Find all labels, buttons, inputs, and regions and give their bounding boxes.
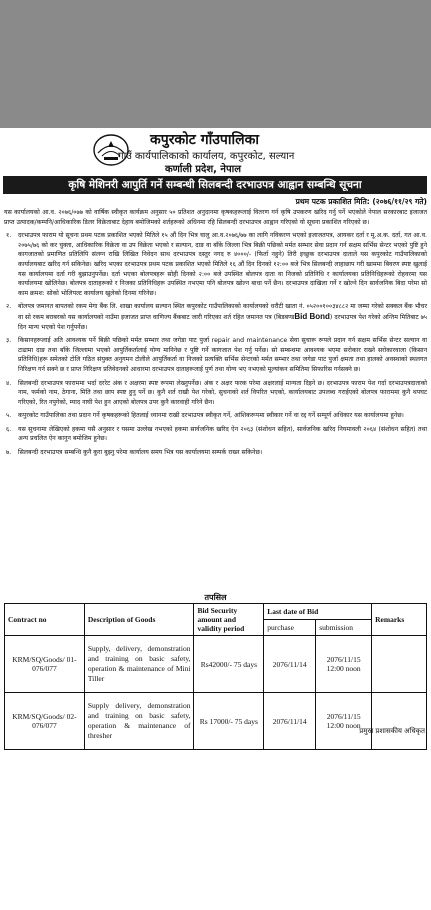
cell-contract-no: KRM/SQ/Goods/ 02-076/077 [5,693,85,750]
header-purchase: purchase [264,620,316,636]
condition-item [4,302,427,332]
condition-text: बोलपत्र जमानत बापतको रकम मेगा बैंक लि. शाखा कार्यालय सल्यान स्थित कपुरकोट गाउँपालिकाको कार्यालयको धरौटी खाता नं. ०५२००१००३४८८२ मा जम्मा गरेको सक्कल बैंक भौचर वा सो रकम बराबरको यस कार्यालयको नाउँमा इजाजत प्राप्त वाणिज्य बैंकबाट जारी गरिएका शर्त रहित जमानत पत्र (बिडबण्ड [18,303,427,321]
cell-submission-date: 2076/11/15 12:00 noon [316,636,372,693]
notice-body [4,208,427,462]
condition-item [4,448,427,458]
cell-remarks [372,693,427,750]
condition-number: १. [6,232,12,240]
condition-item [4,379,427,408]
condition-text: किसानहरूलाई अति आवश्यक पर्ने बिक्री पछिको मर्मत सम्भार तथा जगेडा पाट पुर्जा repair and maintenance सेवा सुचारू रूपले प्रदान गर्न सक्षम सर्भिस सेन्टर सल्यान वा टाढामा दाङ तथा बाँके जिल्लामा भएको आपुर्तिकर्तालाई योग्य मानिनेछ र पुष्टि गर्ने कागजात पेश गर्नु पर्नेछ। सो सम्बन्धमा आवश्यक भएमा सरोकार राख्ने सरोकारवाला (किसान प्रतिनिधि)हरू समेतको टोलि गठित संयुक्त अनुगमन टोलीले आपुर्तिकर्ता वा निजको प्रत्यक्ति सर्भिस सेन्टरको मर्मत सम्भार तथा जगेडा पाट पुर्जा क्षमता तथा हालको अवस्थाको स्थलगत निरिक्षण गर्न सक्ने छ र प्राप्त निरिक्षण प्रतिवेदनको आधारमा दरभाउपत्र दाताहरूलाई पुर्ण तथा योग्य भए नभएको मूल्यांकन समितिमा सिफारिस गर्नसक्ने छ। [18,337,427,373]
cell-bid-security: Rs42000/- 75 days [194,636,264,693]
top-gray-area [0,0,431,128]
header-contract-no: Contract no [5,604,85,636]
annex-title: तपसिल [204,593,227,602]
condition-item [4,336,427,374]
cell-description: Supply delivery, demonstration and training on basic safety, operation & maintenance of thresher [84,693,194,750]
condition-number: ६. [6,425,12,433]
header-submission: submission [316,620,372,636]
condition-number: ४. [6,379,12,387]
intro-paragraph: यस कार्यालयको आ.व. २०७६/०७७ को वार्षिक स्वीकृत कार्यक्रम अनुसार ५० प्रतिशत अनुदानमा कृषकहरूलाई वितरण गर्न कृषि उपकरण खरिद गर्नु पर्ने भएकोले नेपाल सरकारबाट इजाजत प्राप्त उत्पादक/कम्पनि/आधिकारिक डिलर विक्रेताबाट देहाय बमोजिमको शर्तहरूको अधिनमा रहि सिलबन्दी दरभाउपत्र आह्वान गरिएको यो सूचना प्रकाशित गरिएको छ। [4,209,427,226]
header-bid-security: Bid Security amount and validity period [194,604,264,636]
table-row [5,636,427,693]
condition-item [4,231,427,298]
table-row [5,693,427,750]
condition-number: ७. [6,449,12,457]
cell-contract-no: KRM/SQ/Goods/ 01-076/077 [5,636,85,693]
cell-bid-security: Rs 17000/- 75 days [194,693,264,750]
signature-title: प्रमुख प्रशासकीय अधिकृत [359,727,425,735]
header-description: Description of Goods [84,604,194,636]
condition-item [4,425,427,444]
notice-title-banner: कृषि मेशिनरी आपुर्ति गर्ने सम्बन्धी सिलबन्दी दरभाउपत्र आह्वान सम्बन्धि सूचना [3,176,427,194]
bid-bond-term: Bid Bond [294,311,330,321]
condition-text: कपुरकोट गाउँपालिका तथा प्रदान गर्ने कृषकहरूको हितलाई ध्यानमा राखी दरभाउपत्र स्वीकृत गर्ने, आंशिकरूपमा स्वीकार गर्ने वा रद्द गर्ने सम्पूर्ण अधिकार यस कार्यालयमा हुनेछ। [18,412,404,420]
condition-text: दरभाउपत्र फाराम यो सूचना प्रथम पटक प्रकाशित भएको मितिले १५ औं दिन भित्र चालु आ.व.२०७६/७७ का लागि नविकरण भएको इजाजतपत्र, आयकर दर्ता र मू.अ.क. दर्ता, गत आ.व. २०७५/७६ को कर चुक्ता, आधिकारिक विक्रेता वा उप विक्रेता भएको र सल्यान, दाङ वा बाँके जिल्ला भित्र बिक्री पछिको मर्मत सम्भार सेवा प्रदान गर्न सक्षम सर्भिस सेन्टर भएको पुष्टि हुने कागजातको प्रमाणित प्रतिलिपि संलग्न राखि लिखित निवेदन साथ दरभाउपत्र दस्तुर नगद रु ४०००/- (फिर्ता नहुने) तिरी इच्छुक दरभाउपत्र दाताले यस कपुरकोट गाउँपालिकाको कार्यालयबाट खरिद गर्न सकिनेछ। खरिद भएका दरभाउपत्र प्रथम पटक प्रकाशित भएको मितिले १६ औं दिन दिनको १२:०० बजे भित्र सिलबन्दी लाहाछाप गरी खाममा बिवरण स्पष्ट खुलाई यस कार्यालयमा दर्ता गरी बुझाउनुपर्नेछ। दर्ता भएका बोलपत्रहरू सोही दिनको २:०० बजे उपस्थित बोलपत्र दाता वा निजको प्रतिनिधि र कार्यालयका प्रतिनिधिहरूको रोहवरमा यस कार्यालयमा खोलिनेछ। बोलपत्र दाताहरूको र निजका प्रतिनिधिहरू उपस्थित नभएमा पनि बोलपत्र खोल्न बाधा पर्ने छैन। दरभाउपत्र दाखिला गर्ने र खोल्ने दिन सार्वजनिक बिदा परेमा सो काम क्रमश: सोको भोलिपल्ट कार्यालय खुलेको दिनमा गरिनेछ। [18,232,427,297]
cell-description: Supply, delivery, demonstration and training on basic safety, operation & maintenance of Mini Tiller [84,636,194,693]
office-subtitle: गाउँ कार्यपालिकाको कार्यालय, कपुरकोट, सल्यान [118,151,295,162]
condition-number: ५. [6,412,12,420]
condition-number: २. [6,303,12,311]
cell-remarks [372,636,427,693]
condition-text: सिलबन्दी दरभाउपत्र सम्बन्धि कुनै कुरा बुझ्नु परेमा कार्यालय समय भित्र यस कार्यालयमा सम्पर्क राख्न सकिनेछ। [18,449,263,457]
condition-number: ३. [6,337,12,345]
publish-date: प्रथम पटक प्रकाशित मिति: (२०७६/११/२९ गते) [295,197,427,206]
header-remarks: Remarks [372,604,427,636]
province-name: कर्णाली प्रदेश, नेपाल [165,164,242,175]
condition-text: यस सुचनामा लेखिएको हकमा यसै अनुसार र यसमा उल्लेख नभएको हकमा सार्वजनिक खरिद ऐन २०६३ (संशोधन सहित), सार्वजनिक खरिद नियमावली २०६४ (संशोधन सहित) तथा अन्य प्रचलित ऐन कानुन बमोजिम हुनेछ। [18,425,427,443]
table-header-row [5,604,427,620]
condition-item [4,411,427,421]
header-last-date: Last date of Bid [264,604,372,620]
condition-text-cont: ) दरभाउपत्र पेश गरेको अन्तिम मितिबाट ७५ दिन मान्य भएको पेश गर्नुपर्नेछ। [18,313,428,331]
cell-submission-date: 2076/11/15 12:00 noon [316,693,372,750]
cell-purchase-date: 2076/11/14 [264,693,316,750]
conditions-list [4,231,427,457]
cell-purchase-date: 2076/11/14 [264,636,316,693]
office-name: कपुरकोट गाँउपालिका [150,132,259,148]
condition-text: सिलबन्दी दरभाउपत्र फाराममा भर्दा दररेट अंक र अक्षरमा स्पष्ट रूपमा लेख्नुपर्नेछ। अंक र अक्षर फरक परेमा अक्षरलाई मान्यता दिइने छ। दरभाउपत्र फाराम पेश गर्दा दरभाउपत्रदाताको नाम, फर्मको नाम, ठेगाना, मिति तथा छाप स्पष्ट हुनु पर्ने छ। कुनै शर्त राखी पेश गरेको, सुचनाको शर्त विपरित भएको, कार्यालयबाट उपलब्ध गराईएको बोलपत्र फाराममा कुनै थपघट गरिएको, रित नपुगेको, म्याद नाघी पेश हुन आएको बोलपत्र उपर कुनै कारवाही गरिने छैन। [18,379,427,406]
